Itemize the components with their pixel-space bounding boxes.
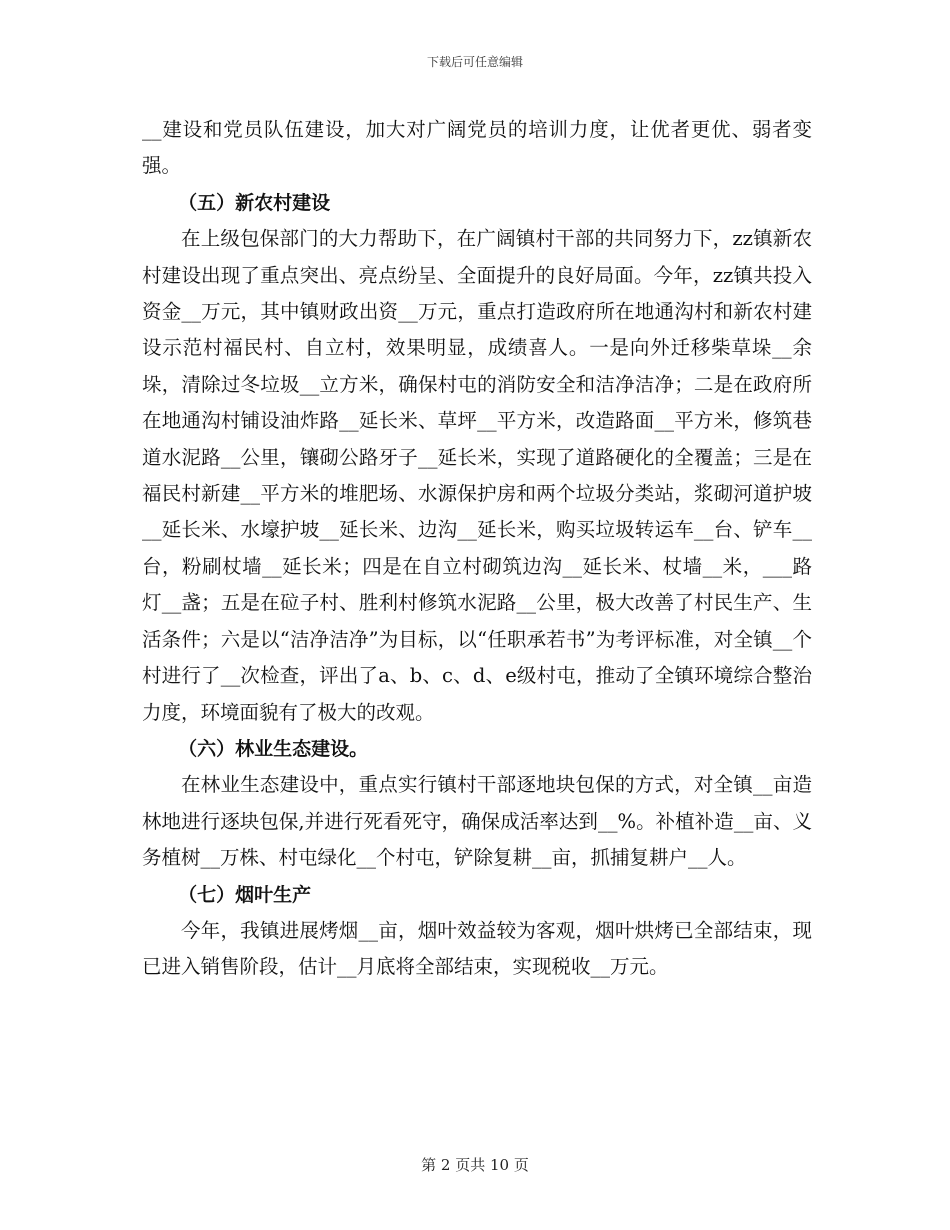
paragraph-intro-continuation: __建设和党员队伍建设，加大对广阔党员的培训力度，让优者更优、弱者变强。 (142, 118, 812, 178)
section-heading-7: （七）烟叶生产 (178, 883, 312, 906)
section-heading-5: （五）新农村建设 (178, 191, 331, 214)
page-footer: 第 2 页共 10 页 (421, 1156, 529, 1174)
paragraph-tobacco-production: 今年，我镇进展烤烟__亩，烟叶效益较为客观，烟叶烘烤已全部结束，现已进入销售阶段，估计__月底将全部结束，实现税收__万元。 (142, 918, 812, 979)
page-header: 下载后可任意编辑 (426, 55, 523, 69)
paragraph-forestry-ecology: 在林业生态建设中，重点实行镇村干部逐地块包保的方式，对全镇__亩造林地进行逐块包保,并进行死看死守，确保成活率达到__%。补植补造__亩、义务植树__万株、村屯绿化__个村屯，铲除复耕__亩，抓捕复耕户__人。 (142, 773, 812, 870)
paragraph-new-rural-construction: 在上级包保部门的大力帮助下，在广阔镇村干部的共同努力下，zz镇新农村建设出现了重点突出、亮点纷呈、全面提升的良好局面。今年，zz镇共投入资金__万元，其中镇财政出资__万元，重点打造政府所在地通沟村和新农村建设示范村福民村、自立村，效果明显，成绩喜人。一是向外迁移柴草垛__余垛，清除过冬垃圾__立方米，确保村屯的消防安全和洁净洁净；二是在政府所在地通沟村铺设油炸路__延长米、草坪__平方米，改造路面__平方米，修筑巷道水泥路__公里，镶砌公路牙子__延长米，实现了道路硬化的全覆盖；三是在福民村新建__平方米的堆肥场、水源保护房和两个垃圾分类站，浆砌河道护坡__延长米、水壕护坡__延长米、边沟__延长米，购买垃圾转运车__台、铲车__台，粉刷杖墙__延长米；四是在自立村砌筑边沟__延长米、杖墙__米，___路灯__盏；五是在砬子村、胜利村修筑水泥路__公里，极大改善了村民生产、生活条件；六是以“洁净洁净”为目标，以“任职承若书”为考评标准，对全镇__个村进行了__次检查，评出了a、b、c、d、e级村屯，推动了全镇环境综合整治力度，环境面貌有了极大的改观。 (142, 227, 812, 724)
section-heading-6: （六）林业生态建设。 (178, 737, 369, 760)
document-body (142, 112, 812, 986)
